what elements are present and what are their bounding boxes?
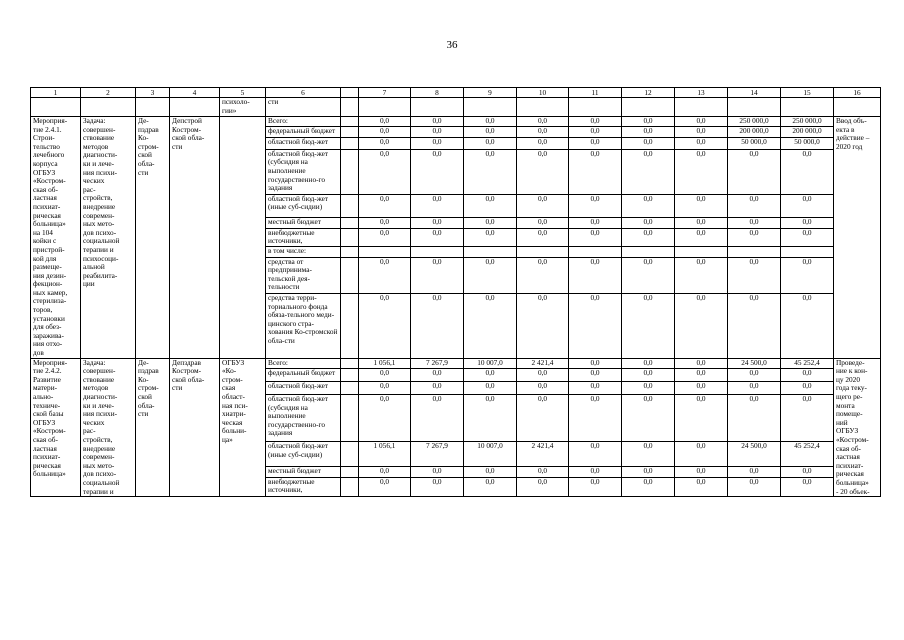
value-cell: 0,0 [464, 257, 517, 293]
funding-source-label: областной бюд-жет [266, 382, 341, 395]
table-body [31, 88, 881, 497]
value-cell: 0,0 [622, 442, 675, 467]
value-cell: 0,0 [675, 218, 728, 228]
value-cell: 0,0 [675, 442, 728, 467]
value-cell: 0,0 [622, 149, 675, 194]
table-cell [622, 98, 675, 117]
table-cell [341, 137, 359, 149]
value-cell: 1 056,1 [359, 358, 411, 369]
value-cell [622, 247, 675, 257]
table-cell [341, 98, 359, 117]
value-cell: 0,0 [675, 358, 728, 369]
value-cell: 7 267,9 [411, 358, 464, 369]
value-cell: 0,0 [622, 218, 675, 228]
task-description: Задача: совершен- ствование методов диагности- ки и лече- ния психи- ческих рас- стройств, внедрение современ- ных мето- дов психо- социальной терапии и [81, 358, 136, 497]
value-cell: 0,0 [359, 293, 411, 358]
funding-source-label: областной бюд-жет (иные суб-сидии) [266, 442, 341, 467]
value-cell: 0,0 [781, 228, 834, 247]
value-cell: 0,0 [622, 293, 675, 358]
value-cell: 0,0 [517, 395, 569, 442]
budget-table [30, 87, 881, 497]
value-cell: 0,0 [411, 117, 464, 127]
responsible-executor: Де- пздрав Ко- стром- ской обла- сти [136, 358, 170, 497]
table-cell [569, 98, 622, 117]
value-cell: 0,0 [359, 382, 411, 395]
value-cell [675, 247, 728, 257]
funding-source-label: Всего: [266, 117, 341, 127]
value-cell: 0,0 [411, 477, 464, 497]
value-cell: 0,0 [517, 137, 569, 149]
value-cell: 45 252,4 [781, 358, 834, 369]
value-cell: 0,0 [622, 382, 675, 395]
value-cell: 0,0 [411, 137, 464, 149]
value-cell: 0,0 [675, 293, 728, 358]
table-cell [341, 442, 359, 467]
value-cell: 0,0 [728, 149, 781, 194]
value-cell: 0,0 [464, 149, 517, 194]
co-executor: Депстрой Костром- ской обла- сти [170, 117, 220, 359]
table-cell [170, 98, 220, 117]
table-cell [341, 247, 359, 257]
funding-source-label: Всего: [266, 358, 341, 369]
value-cell: 0,0 [411, 369, 464, 382]
value-cell: 0,0 [411, 466, 464, 477]
value-cell: 0,0 [517, 369, 569, 382]
value-cell: 10 007,0 [464, 358, 517, 369]
header-cell: 15 [781, 88, 834, 98]
value-cell: 0,0 [675, 117, 728, 127]
value-cell: 0,0 [622, 395, 675, 442]
table-cell [341, 117, 359, 127]
value-cell: 0,0 [728, 395, 781, 442]
value-cell: 0,0 [464, 127, 517, 137]
header-row [31, 88, 881, 98]
value-cell: 200 000,0 [728, 127, 781, 137]
value-cell: 0,0 [675, 228, 728, 247]
value-cell: 0,0 [622, 369, 675, 382]
table-cell [411, 98, 464, 117]
value-cell: 0,0 [622, 228, 675, 247]
participant [220, 117, 266, 359]
value-cell: 0,0 [517, 466, 569, 477]
value-cell: 0,0 [675, 369, 728, 382]
task-description: Задача: совершен- ствование методов диагности- ки и лече- ния психи- ческих рас- стройств, внедрение современ- ных мето- дов психо- социальной терапии и психосоци- альной реабилита- ции [81, 117, 136, 359]
value-cell: 0,0 [569, 137, 622, 149]
value-cell: 0,0 [411, 194, 464, 218]
value-cell: 0,0 [359, 228, 411, 247]
value-cell: 0,0 [464, 369, 517, 382]
value-cell: 0,0 [517, 127, 569, 137]
table-cell: сти [266, 98, 341, 117]
value-cell [569, 247, 622, 257]
measure-name: Мероприя- тие 2.4.2. Развитие матери- ально- техниче- ской базы ОГБУЗ «Костром- ская об- ластная психиат- рическая больница» [31, 358, 81, 497]
value-cell: 2 421,4 [517, 358, 569, 369]
value-cell: 0,0 [411, 382, 464, 395]
header-cell: 11 [569, 88, 622, 98]
responsible-executor: Де- пздрав Ко- стром- ской обла- сти [136, 117, 170, 359]
page-number: 36 [446, 39, 458, 51]
header-cell: 2 [81, 88, 136, 98]
value-cell: 0,0 [622, 194, 675, 218]
value-cell: 2 421,4 [517, 442, 569, 467]
funding-source-label: местный бюджет [266, 218, 341, 228]
value-cell: 24 500,0 [728, 442, 781, 467]
value-cell: 0,0 [622, 358, 675, 369]
value-cell: 0,0 [359, 369, 411, 382]
value-cell: 0,0 [569, 127, 622, 137]
value-cell: 0,0 [675, 137, 728, 149]
funding-source-label: средства от предпринима-тельской дея-тельности [266, 257, 341, 293]
table-cell: психоло- гии» [220, 98, 266, 117]
value-cell: 0,0 [569, 369, 622, 382]
value-cell: 0,0 [517, 293, 569, 358]
funding-source-label: внебюджетные источники, [266, 228, 341, 247]
value-cell: 250 000,0 [781, 117, 834, 127]
value-cell: 0,0 [781, 395, 834, 442]
funding-source-label: областной бюд-жет (иные суб-сидии) [266, 194, 341, 218]
participant: ОГБУЗ «Ко- стром- ская област- ная пси- хиатри- ческая больни- ца» [220, 358, 266, 497]
funding-source-label: средства терри-ториального фонда обяза-тельного меди-цинского стра-хования Ко-стромской обла-сти [266, 293, 341, 358]
table-cell [834, 98, 881, 117]
value-cell: 0,0 [464, 194, 517, 218]
value-cell: 0,0 [359, 257, 411, 293]
value-cell: 0,0 [517, 477, 569, 497]
table-cell [341, 228, 359, 247]
table-cell [136, 98, 170, 117]
value-cell: 0,0 [675, 395, 728, 442]
value-cell: 0,0 [464, 477, 517, 497]
value-cell [728, 247, 781, 257]
value-cell: 0,0 [569, 477, 622, 497]
table-cell [464, 98, 517, 117]
value-cell: 250 000,0 [728, 117, 781, 127]
value-cell: 0,0 [411, 293, 464, 358]
value-cell: 0,0 [464, 137, 517, 149]
table-cell [341, 149, 359, 194]
header-cell: 4 [170, 88, 220, 98]
value-cell: 0,0 [728, 369, 781, 382]
table-cell [781, 98, 834, 117]
value-cell: 0,0 [464, 382, 517, 395]
value-cell: 0,0 [622, 117, 675, 127]
funding-source-label: местный бюджет [266, 466, 341, 477]
table-cell [341, 127, 359, 137]
value-cell: 0,0 [622, 137, 675, 149]
value-cell: 0,0 [728, 228, 781, 247]
value-cell: 0,0 [359, 218, 411, 228]
header-cell: 1 [31, 88, 81, 98]
value-cell: 0,0 [517, 149, 569, 194]
value-cell: 0,0 [411, 395, 464, 442]
value-cell: 0,0 [359, 117, 411, 127]
value-cell: 0,0 [569, 218, 622, 228]
value-cell: 0,0 [675, 257, 728, 293]
value-cell: 0,0 [728, 293, 781, 358]
value-cell [517, 247, 569, 257]
value-cell: 0,0 [464, 466, 517, 477]
value-cell: 0,0 [569, 149, 622, 194]
value-cell: 1 056,1 [359, 442, 411, 467]
value-cell: 0,0 [781, 369, 834, 382]
value-cell: 0,0 [359, 127, 411, 137]
value-cell: 0,0 [411, 228, 464, 247]
value-cell: 0,0 [411, 127, 464, 137]
header-cell: 8 [411, 88, 464, 98]
value-cell: 0,0 [569, 442, 622, 467]
measure-name: Мероприя- тие 2.4.1. Строи- тельство лечебного корпуса ОГБУЗ «Костром- ская об- ластная психиат- рическая больница» на 104 койки с пристрой- кой для размеще- ния дезин- фекцион- ных камер, стерилиза- торов, установки для обез- заражива- ния отхо- дов [31, 117, 81, 359]
table-cell [341, 194, 359, 218]
value-cell: 0,0 [728, 218, 781, 228]
table-cell [675, 98, 728, 117]
value-cell: 0,0 [411, 257, 464, 293]
value-cell: 0,0 [359, 149, 411, 194]
value-cell: 0,0 [569, 257, 622, 293]
value-cell: 0,0 [622, 257, 675, 293]
value-cell: 50 000,0 [728, 137, 781, 149]
value-cell: 0,0 [517, 382, 569, 395]
table-cell [341, 477, 359, 497]
header-cell: 12 [622, 88, 675, 98]
value-cell: 0,0 [517, 194, 569, 218]
table-cell [341, 293, 359, 358]
value-cell: 0,0 [464, 117, 517, 127]
table-cell [359, 98, 411, 117]
value-cell: 0,0 [569, 293, 622, 358]
value-cell: 0,0 [569, 395, 622, 442]
value-cell: 0,0 [781, 257, 834, 293]
value-cell: 0,0 [464, 293, 517, 358]
continuation-row [31, 98, 881, 117]
expected-result: Ввод объ- екта в действие – 2020 год [834, 117, 881, 359]
value-cell: 45 252,4 [781, 442, 834, 467]
table-cell [341, 257, 359, 293]
value-cell: 0,0 [622, 477, 675, 497]
header-cell: 3 [136, 88, 170, 98]
value-cell [781, 247, 834, 257]
value-cell: 0,0 [569, 194, 622, 218]
co-executor: Депздрав Костром- ской обла- сти [170, 358, 220, 497]
expected-result: Проведе- ние к кон- цу 2020 года теку- щего ре- монта помеще- ний ОГБУЗ «Костром- ская об- ластная психиат- рическая больница» - 20 объек- [834, 358, 881, 497]
table-cell [341, 395, 359, 442]
header-cell: 14 [728, 88, 781, 98]
value-cell: 0,0 [569, 228, 622, 247]
value-cell: 0,0 [517, 228, 569, 247]
value-cell: 0,0 [411, 149, 464, 194]
funding-source-label: внебюджетные источники, [266, 477, 341, 497]
value-cell: 0,0 [781, 194, 834, 218]
table-cell [728, 98, 781, 117]
value-cell: 0,0 [359, 194, 411, 218]
value-cell: 0,0 [675, 127, 728, 137]
table-cell [341, 466, 359, 477]
value-cell: 0,0 [622, 127, 675, 137]
header-cell [341, 88, 359, 98]
header-cell: 10 [517, 88, 569, 98]
value-cell: 10 007,0 [464, 442, 517, 467]
table-cell [341, 358, 359, 369]
value-cell: 0,0 [359, 477, 411, 497]
header-cell: 13 [675, 88, 728, 98]
header-cell: 6 [266, 88, 341, 98]
value-cell: 0,0 [517, 218, 569, 228]
header-cell: 16 [834, 88, 881, 98]
funding-source-label: федеральный бюджет [266, 369, 341, 382]
value-cell: 0,0 [675, 149, 728, 194]
funding-source-label: федеральный бюджет [266, 127, 341, 137]
value-cell [464, 247, 517, 257]
value-cell: 0,0 [675, 194, 728, 218]
funding-source-label: областной бюд-жет (субсидия на выполнение государственно-го задания [266, 395, 341, 442]
value-cell: 0,0 [781, 477, 834, 497]
value-cell: 0,0 [411, 218, 464, 228]
value-cell: 0,0 [359, 466, 411, 477]
funding-source-label: областной бюд-жет (субсидия на выполнение государственно-го задания [266, 149, 341, 194]
value-cell: 0,0 [728, 466, 781, 477]
value-cell: 0,0 [728, 194, 781, 218]
value-cell: 0,0 [569, 466, 622, 477]
header-cell: 9 [464, 88, 517, 98]
value-cell: 0,0 [675, 477, 728, 497]
value-cell: 0,0 [781, 466, 834, 477]
value-cell: 0,0 [675, 466, 728, 477]
table-cell [517, 98, 569, 117]
header-cell: 5 [220, 88, 266, 98]
value-cell: 0,0 [517, 117, 569, 127]
value-cell: 200 000,0 [781, 127, 834, 137]
value-cell: 0,0 [728, 382, 781, 395]
table-cell [81, 98, 136, 117]
value-cell: 0,0 [464, 228, 517, 247]
value-cell: 0,0 [569, 117, 622, 127]
value-cell: 0,0 [728, 257, 781, 293]
value-cell: 0,0 [464, 395, 517, 442]
value-cell: 0,0 [569, 358, 622, 369]
value-cell: 24 500,0 [728, 358, 781, 369]
value-cell [411, 247, 464, 257]
value-cell: 0,0 [517, 257, 569, 293]
value-cell: 50 000,0 [781, 137, 834, 149]
value-cell: 0,0 [622, 466, 675, 477]
table-cell [341, 218, 359, 228]
value-cell: 0,0 [569, 382, 622, 395]
funding-source-label: в том числе: [266, 247, 341, 257]
funding-source-label: областной бюд-жет [266, 137, 341, 149]
value-cell: 0,0 [781, 218, 834, 228]
value-cell [359, 247, 411, 257]
value-cell: 0,0 [464, 218, 517, 228]
value-cell: 0,0 [781, 149, 834, 194]
value-cell: 0,0 [781, 293, 834, 358]
value-cell: 0,0 [359, 395, 411, 442]
table-cell [31, 98, 81, 117]
table-row [31, 358, 881, 369]
table-row [31, 117, 881, 127]
value-cell: 0,0 [359, 137, 411, 149]
table-cell [341, 369, 359, 382]
value-cell: 0,0 [781, 382, 834, 395]
value-cell: 0,0 [728, 477, 781, 497]
value-cell: 7 267,9 [411, 442, 464, 467]
table-cell [341, 382, 359, 395]
header-cell: 7 [359, 88, 411, 98]
value-cell: 0,0 [675, 382, 728, 395]
